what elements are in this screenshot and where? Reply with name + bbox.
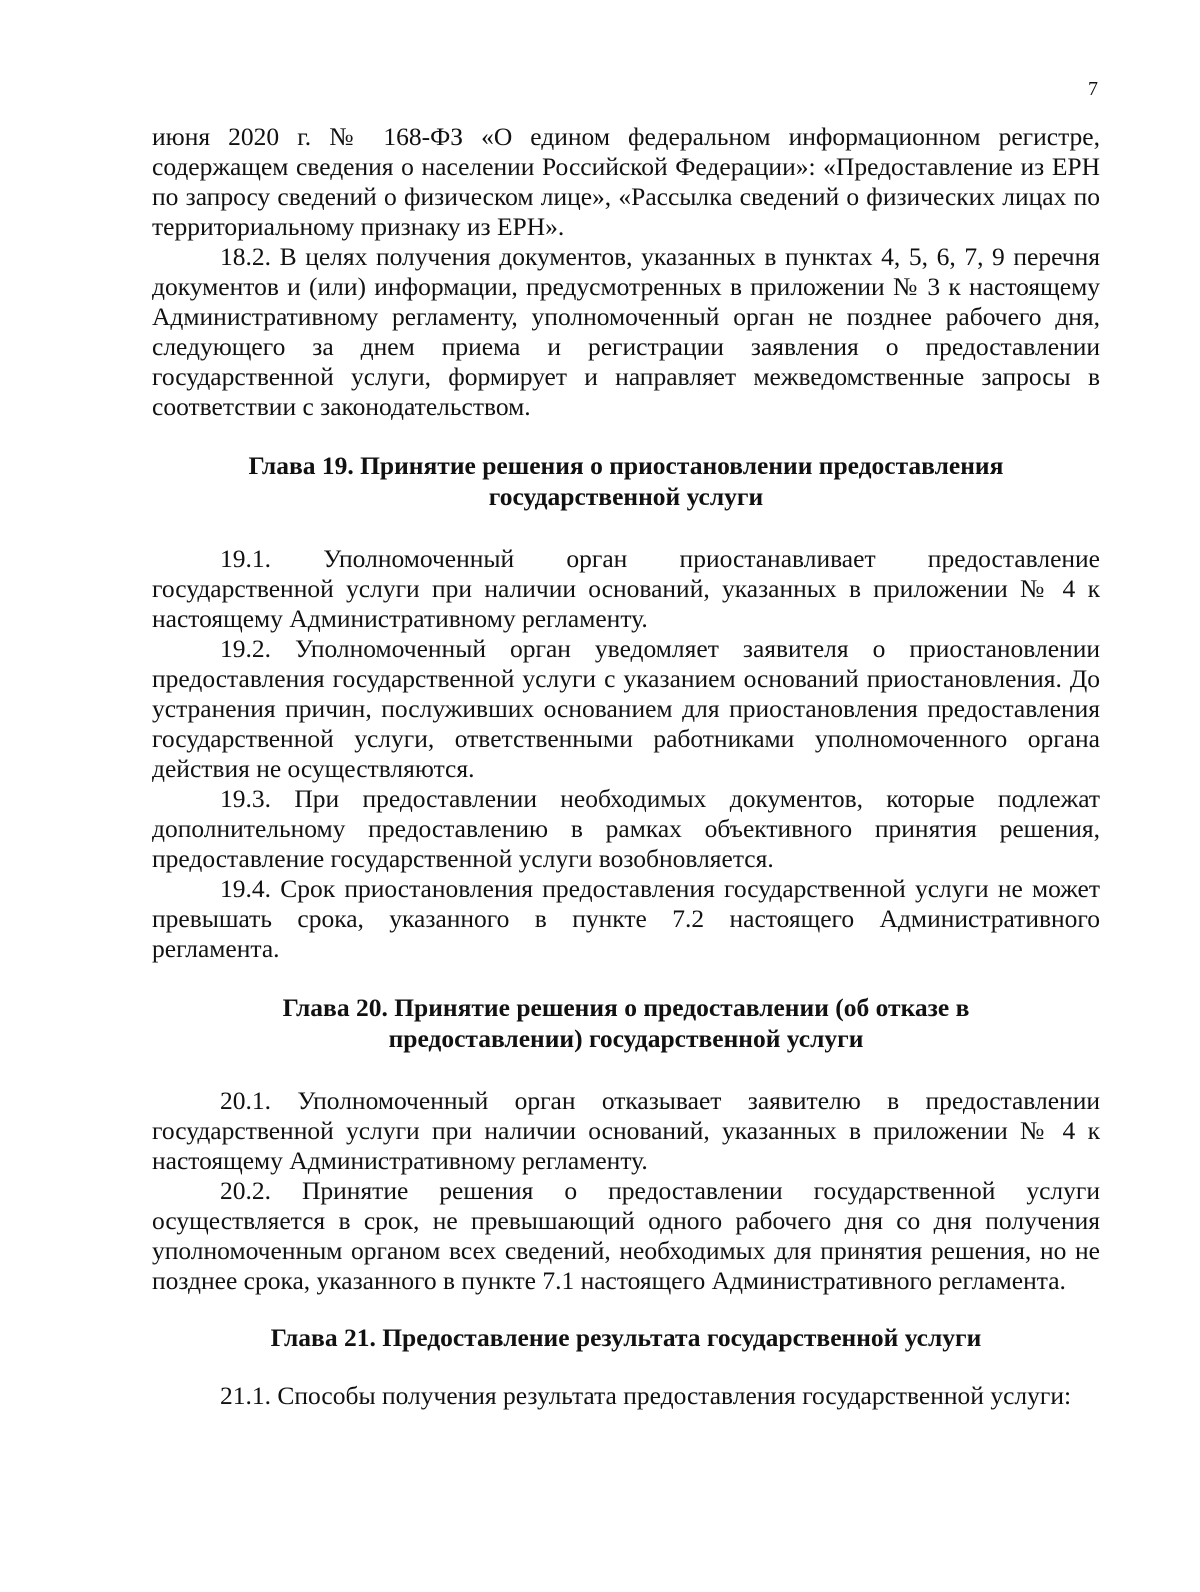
chapter-20-heading: Глава 20. Принятие решения о предоставлении (об отказе в предоставлении) государственной услуги — [282, 993, 970, 1053]
paragraph-18-2: 18.2. В целях получения документов, указанных в пунктах 4, 5, 6, 7, 9 перечня документов и (или) информации, предусмотренных в приложении № 3 к настоящему Административному регламенту, уполномоченный орган не позднее рабочего дня, следующего за днем приема и регистрации заявления о предоставлении государственной услуги, формирует и направляет межведомственные запросы в соответствии с законодательством. — [152, 242, 1100, 421]
paragraph-20-2: 20.2. Принятие решения о предоставлении государственной услуги осуществляется в срок, не превышающий одного рабочего дня со дня получения уполномоченным органом всех сведений, необходимых для принятия решения, но не позднее срока, указанного в пункте 7.1 настоящего Административного регламента. — [152, 1176, 1100, 1295]
chapter-21-heading: Глава 21. Предоставление результата государственной услуги — [270, 1323, 982, 1352]
chapter-19-heading: Глава 19. Принятие решения о приостановлении предоставления государственной услуги — [248, 451, 1004, 511]
paragraph-19-1: 19.1. Уполномоченный орган приостанавливает предоставление государственной услуги при наличии оснований, указанных в приложении № 4 к настоящему Административному регламенту. — [152, 544, 1100, 633]
paragraph-21-1: 21.1. Способы получения результата предоставления государственной услуги: — [220, 1381, 1072, 1410]
paragraph-19-3: 19.3. При предоставлении необходимых документов, которые подлежат дополнительному предоставлению в рамках объективного принятия решения, предоставление государственной услуги возобновляется. — [152, 784, 1100, 873]
paragraph-19-2: 19.2. Уполномоченный орган уведомляет заявителя о приостановлении предоставления государственной услуги с указанием оснований приостановления. До устранения причин, послуживших основанием для приостановления предоставления государственной услуги, ответственными работниками уполномоченного органа действия не осуществляются. — [152, 634, 1100, 783]
page-number: 7 — [1088, 78, 1098, 100]
paragraph-19-4: 19.4. Срок приостановления предоставления государственной услуги не может превышать срока, указанного в пункте 7.2 настоящего Административного регламента. — [152, 874, 1100, 963]
paragraph-20-1: 20.1. Уполномоченный орган отказывает заявителю в предоставлении государственной услуги при наличии оснований, указанных в приложении № 4 к настоящему Административному регламенту. — [152, 1086, 1100, 1175]
paragraph-continuation: июня 2020 г. № 168-ФЗ «О едином федеральном информационном регистре, содержащем сведения о населении Российской Федерации»: «Предоставление из ЕРН по запросу сведений о физическом лице», «Рассылка сведений о физических лицах по территориальному признаку из ЕРН». — [152, 122, 1100, 241]
document-body — [152, 122, 1100, 1411]
